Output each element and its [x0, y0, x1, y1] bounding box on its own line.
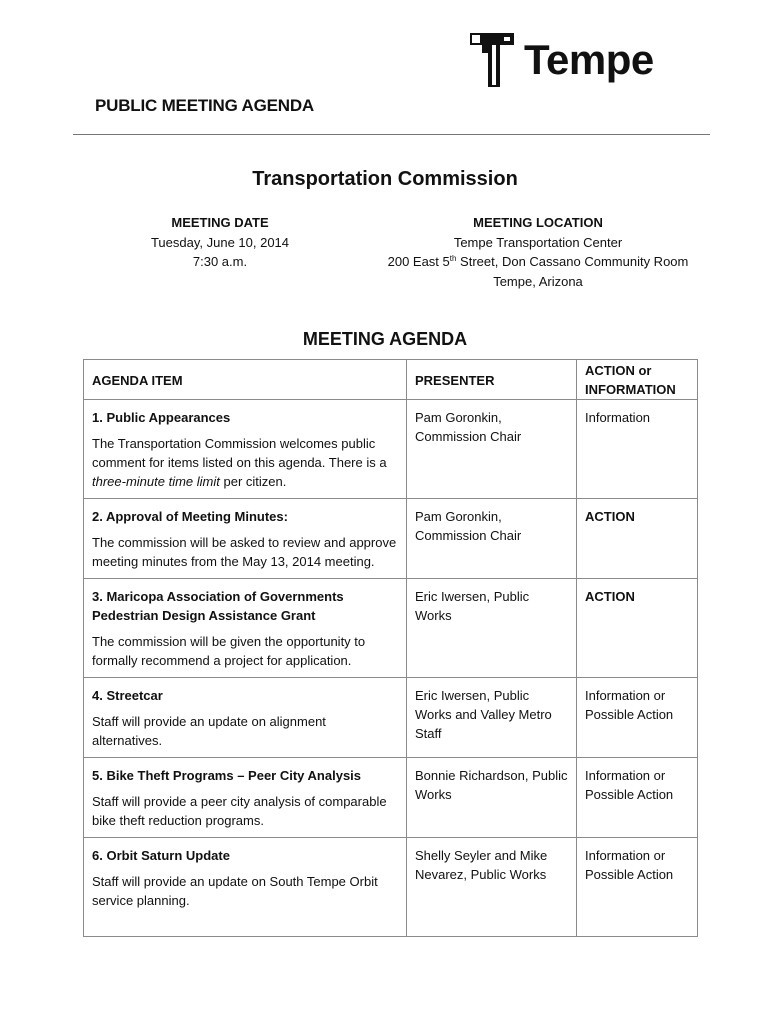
meeting-date-heading: MEETING DATE: [171, 215, 269, 230]
agenda-item-description: [92, 434, 398, 491]
header-divider: [73, 134, 710, 135]
table-row: [84, 838, 698, 937]
agenda-title: MEETING AGENDA: [302, 329, 468, 349]
meeting-date-block: [120, 213, 320, 272]
agenda-item-title: 3. Maricopa Association of Governments Pedestrian Design Assistance Grant: [92, 589, 344, 623]
description-text: The Transportation Commission welcomes public comment for items listed on this agenda. There is a: [92, 436, 387, 470]
table-row: [84, 758, 698, 838]
meeting-location-block: [338, 213, 738, 291]
meeting-location-heading: MEETING LOCATION: [473, 215, 603, 230]
description-text-end: per citizen.: [219, 474, 287, 489]
description-emphasis: three-minute time limit: [92, 474, 220, 489]
agenda-item-description: The commission will be asked to review and approve meeting minutes from the May 13, 2014 meeting.: [92, 535, 397, 569]
column-header-action: [577, 360, 698, 400]
presenter-cell: Pam Goronkin, Commission Chair: [407, 499, 577, 579]
meeting-time: 7:30 a.m.: [192, 254, 248, 269]
agenda-item-description: Staff will provide an update on alignment alternatives.: [92, 714, 326, 748]
action-cell: Information or Possible Action: [577, 678, 698, 758]
document-type-label: PUBLIC MEETING AGENDA: [95, 96, 315, 115]
table-row: [84, 678, 698, 758]
location-address: [338, 252, 738, 272]
location-city: Tempe, Arizona: [493, 273, 583, 289]
table-row: [84, 579, 698, 678]
agenda-item-cell: [84, 678, 407, 758]
column-header-item: AGENDA ITEM: [84, 360, 407, 400]
agenda-item-description: Staff will provide a peer city analysis of comparable bike theft reduction programs.: [92, 794, 387, 828]
column-header-action-line1: ACTION or: [585, 363, 652, 378]
column-header-presenter: PRESENTER: [407, 360, 577, 400]
agenda-item-description: The commission will be given the opportunity to formally recommend a project for application.: [92, 634, 366, 668]
agenda-item-title: 4. Streetcar: [92, 688, 163, 703]
table-row: [84, 400, 698, 499]
logo-text: Tempe: [524, 36, 654, 83]
agenda-item-title: 6. Orbit Saturn Update: [92, 848, 230, 863]
address-suffix: Street, Don Cassano Community Room: [456, 254, 689, 269]
agenda-item-description: Staff will provide an update on South Tempe Orbit service planning.: [92, 874, 378, 908]
presenter-cell: Bonnie Richardson, Public Works: [407, 758, 577, 838]
location-name: Tempe Transportation Center: [453, 234, 623, 250]
action-cell: Information or Possible Action: [577, 838, 698, 937]
action-cell: Information or Possible Action: [577, 758, 698, 838]
agenda-item-cell: [84, 400, 407, 499]
agenda-item-title: 2. Approval of Meeting Minutes:: [92, 509, 288, 524]
column-header-action-line2: INFORMATION: [585, 382, 676, 397]
table-row: [84, 499, 698, 579]
agenda-item-cell: [84, 499, 407, 579]
agenda-item-cell: [84, 838, 407, 937]
action-cell: ACTION: [577, 499, 698, 579]
agenda-item-cell: [84, 758, 407, 838]
agenda-item-title: 5. Bike Theft Programs – Peer City Analysis: [92, 768, 362, 783]
address-prefix: 200 East 5: [387, 254, 450, 269]
presenter-cell: Shelly Seyler and Mike Nevarez, Public Works: [407, 838, 577, 937]
action-cell: Information: [577, 400, 698, 499]
presenter-cell: Eric Iwersen, Public Works: [407, 579, 577, 678]
presenter-cell: Eric Iwersen, Public Works and Valley Metro Staff: [407, 678, 577, 758]
action-cell: ACTION: [577, 579, 698, 678]
address-superscript: th: [449, 254, 457, 263]
agenda-header-row: [84, 360, 698, 400]
presenter-cell: Pam Goronkin, Commission Chair: [407, 400, 577, 499]
commission-title: Transportation Commission: [252, 168, 518, 190]
tempe-logo: [468, 28, 654, 92]
tempe-logo-icon: [468, 31, 518, 89]
agenda-item-cell: [84, 579, 407, 678]
agenda-item-title: 1. Public Appearances: [92, 410, 231, 425]
agenda-table: [83, 359, 698, 937]
meeting-date: Tuesday, June 10, 2014: [150, 234, 290, 250]
